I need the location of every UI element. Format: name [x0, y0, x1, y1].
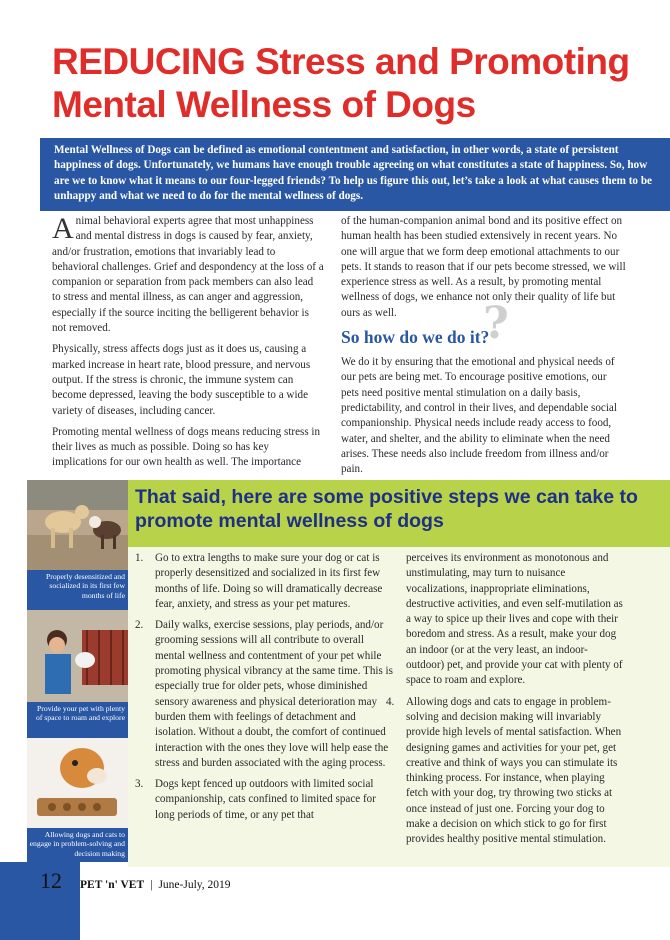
right-paragraph-1: of the human-companion animal bond and its positive effect on human health has been studied extensively in recent years. No one will argue that we form deep emotional attachments to our pets. It stands to reason that if our pets become stressed, we will experience stress as well. As a result, by promoting mental wellness of dogs, we enhance not only their quality of life but ours as well. [341, 215, 626, 319]
title-line-2: Mental Wellness of Dogs [52, 84, 476, 125]
girl-with-pets-photo [27, 610, 128, 702]
right-column [341, 214, 626, 483]
list-item: 1. Go to extra lengths to make sure your dog or cat is properly desensitized and socialized in its first few months of life. Doing so will dramatically decrease fear, anxiety, and stress as your pet matures. [135, 552, 383, 610]
list-item: 2. Daily walks, exercise sessions, play periods, and/or grooming sessions will all contribute to overall mental wellness and contentment of your pet while promoting physical vibrancy at the same time. This is especially true for older pets, whose diminished sensory awareness and physical deterioration may burden them with feelings of detachment and isolation. Without a doubt, the comfort of continued interaction with the ones they love will help ease the stress and burden associated with the aging process. [135, 619, 393, 769]
list-item: 3. Dogs kept fenced up outdoors with limited social companionship, cats confined to limited space for long periods of time, or any pet that [135, 778, 376, 821]
dog-puzzle-game-photo [27, 738, 128, 828]
intro-band: Mental Wellness of Dogs can be defined as emotional contentment and satisfaction, in other words, a state of persistent happiness of dogs. Unfortunately, we humans have enough trouble agreeing on what constitutes a state of happiness. So, how are we to know what it means to our four-legged friends? To help us figure this out, let’s take a look at what causes them to be unhappy and what we need to do for the mental wellness of dogs. [40, 138, 670, 211]
article-title [52, 40, 652, 126]
steps-heading: That said, here are some positive steps we can take to promote mental wellness of dogs [135, 486, 638, 532]
footer-separator: | [150, 879, 153, 891]
steps-list-right [386, 551, 626, 854]
steps-list-left [135, 551, 395, 829]
left-paragraph-2: Physically, stress affects dogs just as it does us, causing a marked increase in heart rate, blood pressure, and nervous output. If the stress is chronic, the immune system can become depressed, leaving the body susceptible to a wide variety of diseases, including cancer. [52, 343, 311, 417]
drop-cap: A [52, 212, 74, 245]
left-column [52, 214, 324, 477]
question-mark-icon: ? [483, 298, 509, 350]
subheading: So how do we do it? ? [341, 298, 509, 350]
caption-space-to-roam: Provide your pet with plenty of space to roam and explore [35, 704, 125, 723]
page-number: 12 [40, 868, 62, 893]
caption-problem-solving: Allowing dogs and cats to engage in problem-solving and decision making [29, 830, 125, 858]
left-paragraph-3: Promoting mental wellness of dogs means reducing stress in their lives as much as possible. Doing so has key implications for our own health as well. The importance [52, 425, 321, 469]
caption-socialized: Properly desensitized and socialized in its first few months of life [46, 572, 125, 600]
title-line-1: REDUCING Stress and Promoting [52, 41, 630, 82]
left-paragraph-1: Animal behavioral experts agree that most unhappiness and mental distress in dogs is caused by fear, anxiety, and/or frustration, emotions that invariably lead to behavioral challenges. Grief and despondency at the loss of a companion or separation from pack members can also lead to stress and mental illness, as can anger and aggression, especially if the source inciting the belligerent behavior is not removed. [52, 212, 324, 335]
right-paragraph-2: We do it by ensuring that the emotional and physical needs of our pets are being met. To encourage positive emotions, our pets need positive mental stimulation on a daily basis, predictability, and control in their lives, and dependable social companionship. Physical needs include ready access to food, water, and shelter, and the ability to eliminate when the need arises. These needs also include freedom from illness and/or pain. [341, 356, 617, 476]
dogs-meeting-photo [27, 480, 128, 570]
magazine-name: PET 'n' VET [80, 879, 145, 891]
list-item-continued: perceives its environment as monotonous and unstimulating, may turn to nuisance vocalizations, inappropriate eliminations, destructive activities, and even self-mutilation as a way to spice up their lives and cope with their boredom and stress. As a result, make your dog an indoor (or at the very least, an indoor-outdoor) pet, and provide your cat with plenty of space to roam and explore. [406, 552, 623, 687]
issue-date: June-July, 2019 [158, 879, 231, 891]
page-footer [40, 868, 231, 894]
list-item: 4. Allowing dogs and cats to engage in problem-solving and decision making will invariably provide high levels of mental satisfaction. When designing games and activities for your pet, get creative and think of ways you can stimulate its thinking process. For instance, when playing fetch with your dog, try throwing two sticks at once instead of just one. Forcing your dog to make a decision on which stick to go for first provides healthy positive mental stimulation. [386, 695, 622, 846]
